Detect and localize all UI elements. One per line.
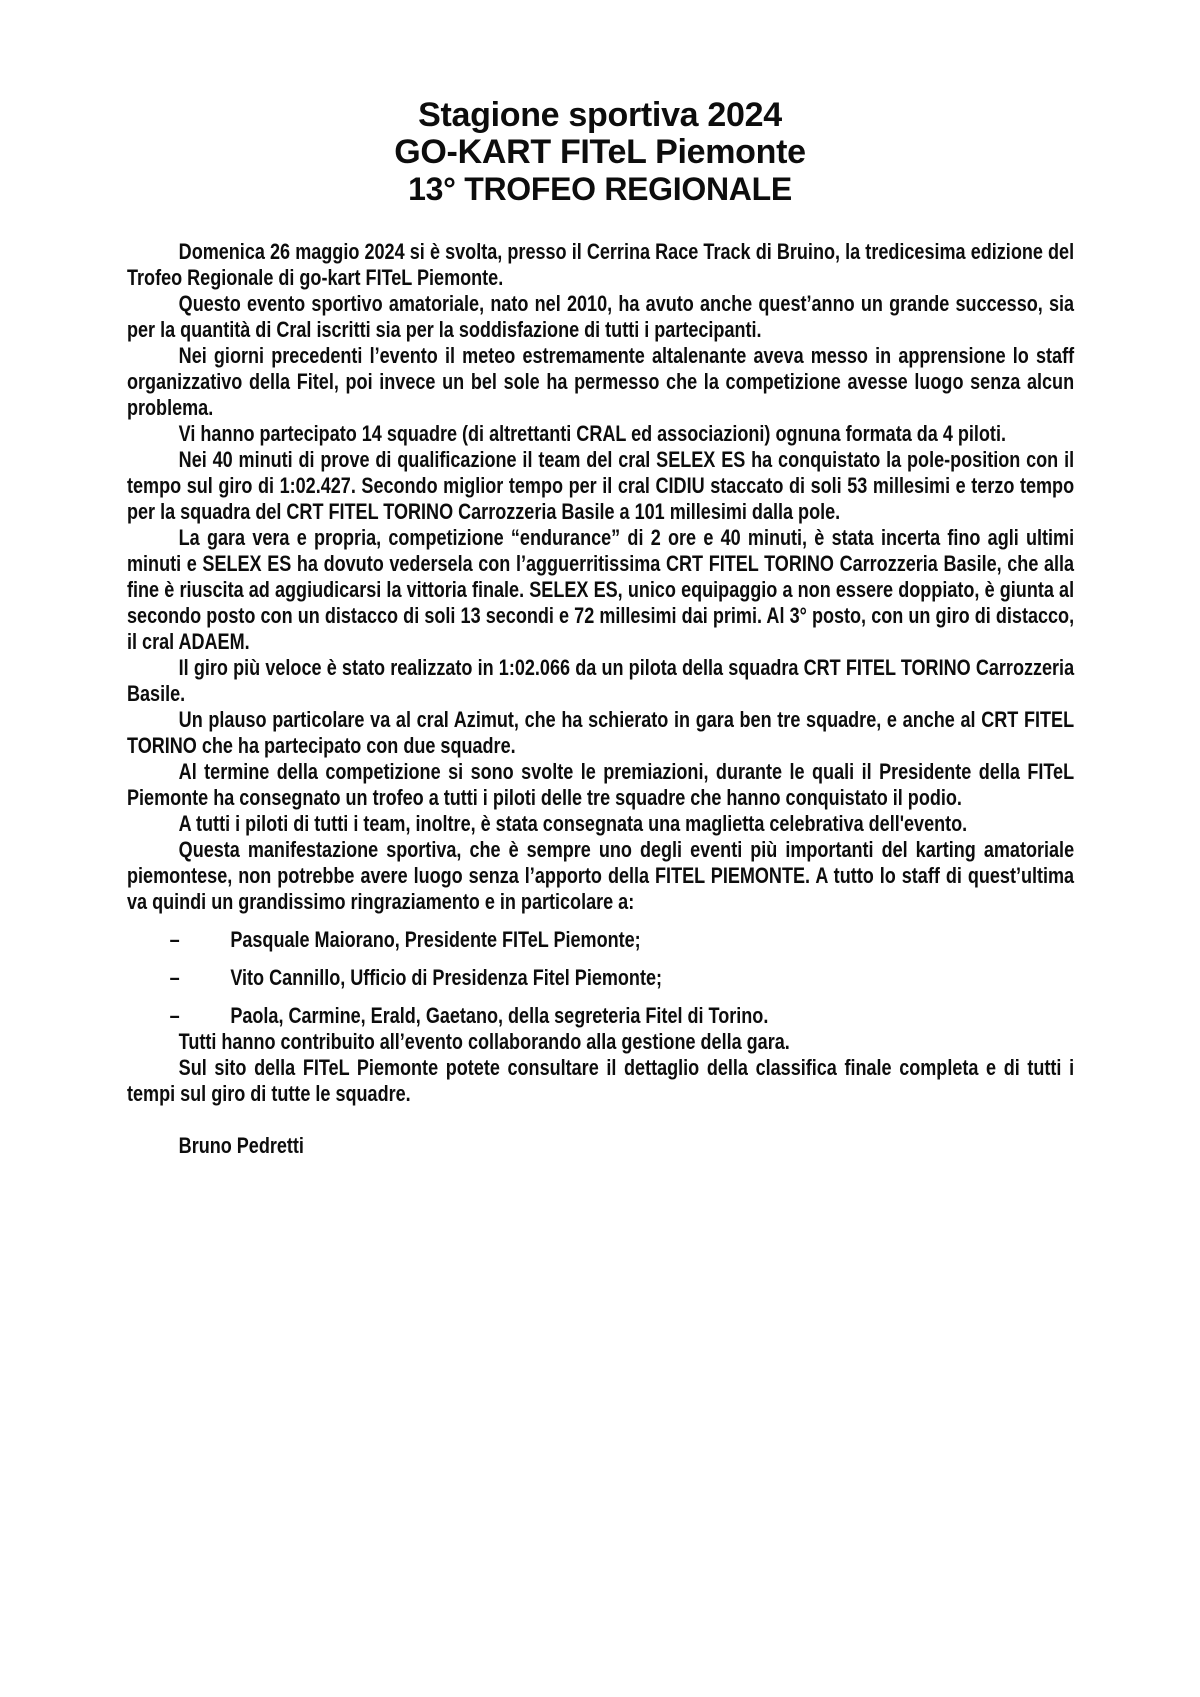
paragraph-praise: Un plauso particolare va al cral Azimut, che ha schierato in gara ben tre squadre, e anche al CRT FITEL TORINO che ha partecipato con due squadre. xyxy=(127,707,1075,758)
paragraph-intro-date: Domenica 26 maggio 2024 si è svolta, presso il Cerrina Race Track di Bruino, la tredicesima edizione del Trofeo Regionale di go-kart FITeL Piemonte. xyxy=(127,239,1075,290)
list-item-text: Pasquale Maiorano, Presidente FITeL Piemonte; xyxy=(230,927,641,952)
paragraph-weather: Nei giorni precedenti l’evento il meteo estremamente altalenante aveva messo in apprensione lo staff organizzativo della Fitel, poi invece un bel sole ha permesso che la competizione avesse luogo senza alcun problema. xyxy=(127,343,1075,420)
list-item-president xyxy=(127,927,1074,953)
dash-marker: – xyxy=(169,965,180,990)
paragraph-awards: Al termine della competizione si sono svolte le premiazioni, durante le quali il Presidente della FITeL Piemonte ha consegnato un trofeo a tutti i piloti delle tre squadre che hanno conquistato il podio. xyxy=(127,759,1075,810)
document-title xyxy=(0,97,1200,208)
paragraph-website: Sul sito della FITeL Piemonte potete consultare il dettaglio della classifica finale completa e di tutti i tempi sul giro di tutte le squadre. xyxy=(127,1055,1075,1106)
paragraph-teams: Vi hanno partecipato 14 squadre (di altrettanti CRAL ed associazioni) ognuna formata da 4 piloti. xyxy=(178,421,1006,446)
paragraph-race: La gara vera e propria, competizione “endurance” di 2 ore e 40 minuti, è stata incerta fino agli ultimi minuti e SELEX ES ha dovuto vedersela con l’agguerritissima CRT FITEL TORINO Carrozzeria Basile, che alla fine è riuscita ad aggiudicarsi la vittoria finale. SELEX ES, unico equipaggio a non essere doppiato, è giunta al secondo posto con un distacco di soli 13 secondi e 72 millesimi dai primi. Al 3° posto, con un giro di distacco, il cral ADAEM. xyxy=(127,525,1075,654)
signature: Bruno Pedretti xyxy=(178,1133,304,1158)
title-line-season: Stagione sportiva 2024 xyxy=(418,96,782,134)
list-item-text: Vito Cannillo, Ufficio di Presidenza Fitel Piemonte; xyxy=(230,965,663,990)
title-line-trophy: 13° TROFEO REGIONALE xyxy=(408,171,792,207)
list-item-text: Paola, Carmine, Erald, Gaetano, della segreteria Fitel di Torino. xyxy=(230,1003,769,1028)
title-line-event: GO-KART FITeL Piemonte xyxy=(394,133,806,171)
list-item-secretariat xyxy=(127,1003,1074,1029)
thanks-list xyxy=(127,927,1074,1029)
list-item-presidency-office xyxy=(127,965,1074,991)
paragraph-qualifying: Nei 40 minuti di prove di qualificazione il team del cral SELEX ES ha conquistato la pole-position con il tempo sul giro di 1:02.427. Secondo miglior tempo per il cral CIDIU staccato di soli 53 millesimi e terzo tempo per la squadra del CRT FITEL TORINO Carrozzeria Basile a 101 millesimi dalla pole. xyxy=(127,447,1075,524)
paragraph-event-success: Questo evento sportivo amatoriale, nato nel 2010, ha avuto anche quest’anno un grande successo, sia per la quantità di Cral iscritti sia per la soddisfazione di tutti i partecipanti. xyxy=(127,291,1075,342)
paragraph-fastest-lap: Il giro più veloce è stato realizzato in 1:02.066 da un pilota della squadra CRT FITEL TORINO Carrozzeria Basile. xyxy=(127,655,1075,706)
document-body xyxy=(127,239,1074,1159)
paragraph-tshirt: A tutti i piloti di tutti i team, inoltre, è stata consegnata una maglietta celebrativa dell'evento. xyxy=(178,811,968,836)
paragraph-thanks-intro: Questa manifestazione sportiva, che è sempre uno degli eventi più importanti del karting amatoriale piemontese, non potrebbe avere luogo senza l’apporto della FITEL PIEMONTE. A tutto lo staff di quest’ultima va quindi un grandissimo ringraziamento e in particolare a: xyxy=(127,837,1075,914)
paragraph-contributors: Tutti hanno contribuito all’evento collaborando alla gestione della gara. xyxy=(178,1029,790,1054)
dash-marker: – xyxy=(169,927,180,952)
dash-marker: – xyxy=(169,1003,180,1028)
